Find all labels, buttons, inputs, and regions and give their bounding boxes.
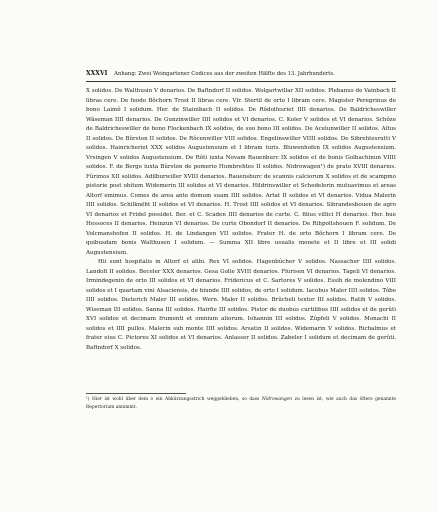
footnote <box>86 396 396 411</box>
paragraph-hospital-list: Hii sunt hospitalis in Altorf et alibi. Rex VI solidos. Hagenbûcher V solidos. Nassacher IIII solidos. Landolt II solidos. Beceler XXX denarios. Gesa Golle XVIII denarios. Flurisen VI denarios. Tageli VI denarios. Irmindegenin de orto III solidos et VI denarios. Fridericus et C. Sartores V solidos. Essih de molendino VIII solidos et I quartam vini Alsaciensis, de biunde IIII solidos, de orto I solidum. Iacobus Maler IIII solidos. Tôbe IIII solidos. Dieterich Maler III solidos. Wern. Maler II solidos. Brûcheli textor III solidos. Ratih V solidos. Wiseman III solidos. Sanna III solidos. Hairfie III solidos. Pistor de duobus curtilibus IIII solidos et de gerûti XVI solidos et decimam frumenti et omnium aliorum. Iohannin III solidos. Zûpfeli V solidos. Monachi II solidos et IIII pullos. Malerin sub monte IIII solidos. Arsatin II solidos. Widemarin V solidos. Richalmus et frater eius C. Pictores XI solidos et VI denarios. Anlasser II solidos. Zabeler I solidum et decimam de gerûti. Baftndorf X solidos. <box>86 259 396 351</box>
footnote-divider <box>86 393 186 394</box>
paragraph-income-list: X solidos. De Walthusin V denarios. De Baftndorf II solidos. Wolgartwillar XII solidos. Plebanus de Vainbach II libras cere. De feodo Bôchorn Trost II libras cere. Vlr. Stertil de orto I libram cere. Magister Peregrinus de bono Laimô I solidum. Her. de Stainibach II solidos. De Rôdolfesriet IIII denarios. De Baldricheswiller Wâseman IIII denarios. De Gunzinwiller IIII solidos et VI denarios. C. Koler V solidos et VI denarios. Schôze de Baldricheswiller de bono Flockenbach IX solidos, de suo bono III solidos. De Acelunwiller II solidos. Altus II solidos. De Bûrston II solidos. De Rôcenwiller VIII solidos. Engelinswiller VIIII solidos. De Sibrehtesrutti V solidos. Hainricheriet XXX solidos Augustensium et I libram turis. Bluwenhofen IX solidos Augustensium. Vrsingen V solidos Augustensium. De Rôti iuxta Novam Rauenburc IX solidos et de bonis Golbachinun VIIII solidos. F. de Berge iuxta Bûrston de pomerio Humbrehtes II solidos. Nidrowagen¹) de prato XVIII denarios. Fûrimos XII solidos. Adilburwiller XVIII denarios. Rauensburc de scannis calciorum X solidos et de scampmo pistorie post obitum Widemerin III solidos et VI denarios. Hildrinswiller et Schedelerin mutuavimus et areas Altorf emimus. Comes de area ante domum suam IIII solidos. Artat II solidos et VI denarios. Vidua Malerin IIII solidos. Schilknëht II solidos et VI denarios. H. Trost IIII solidos et VI denarios. Sibrandesbouen de agro VI denarios et Fridel possidet. Ber. et C. Scaden IIII denarios de curte. C. filius villici H denarios. Her. bue Hessoces II denarios. Heinzun VI denarios. De curte Obondorf II denarios. De Rihpoltshouen F. solidum. De Volcmanshofen II solidos. H. de Lindangen VII solidos. Frater H. de orto Bôchorn I libram cere. De quibusdam bonis Walthusen I solidum. — Summa XII libre usualis monete et II libre et III solidi Augustensium. <box>86 88 396 256</box>
footnote-text-start: ¹) Hier ist wohl über dem o ein Abkürzungsstrich weggeblieben, so dass <box>86 397 260 402</box>
main-text <box>86 87 396 353</box>
running-header <box>86 70 396 82</box>
footnote-text-end: zu lesen ist, wie auch das öfters genannte Repertorium annimmt. <box>86 397 396 410</box>
page-number: XXXVI <box>86 70 108 77</box>
running-title: Anhang: Zwei Weingartener Codices aus der zweiten Hälfte des 13. Jahrhunderts. <box>114 71 335 77</box>
footnote-italic-term: Nidrowangen <box>261 397 293 402</box>
